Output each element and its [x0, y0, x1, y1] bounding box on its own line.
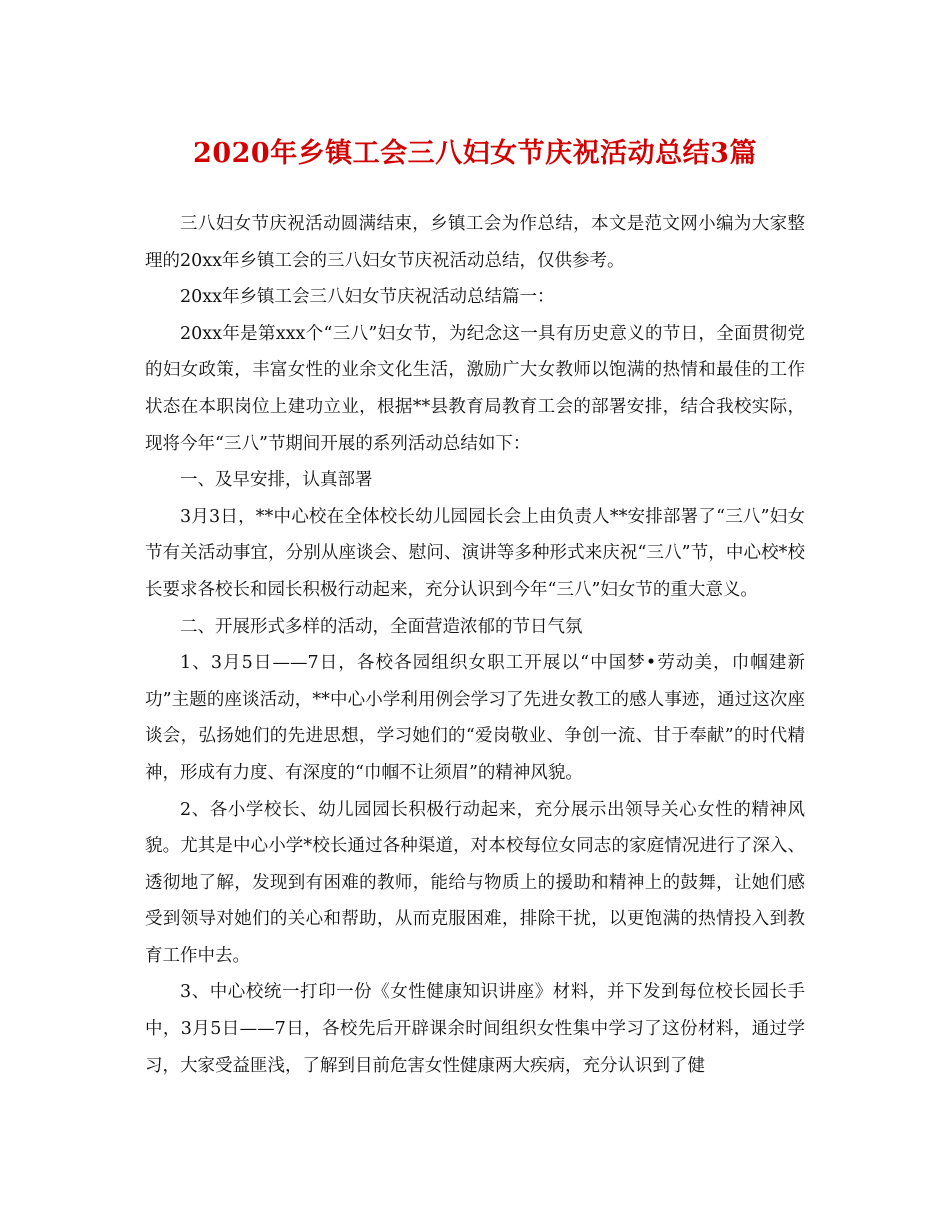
section-heading-1: 一、及早安排，认真部署: [180, 470, 373, 491]
paragraph-intro: 三八妇女节庆祝活动圆满结束，乡镇工会为作总结，本文是范文网小编为大家整理的20xx年乡镇工会的三八妇女节庆祝活动总结，仅供参考。: [145, 214, 805, 271]
paragraph-item-1: 1、3月5日——7日，各校各园组织女职工开展以“中国梦•劳动美，巾帼建新功”主题的座谈活动，**中心小学利用例会学习了先进女教工的感人事迹，通过这次座谈会，弘扬她们的先进思想，学习她们的“爱岗敬业、争创一流、甘于奉献”的时代精神，形成有力度、有深度的“巾帼不让须眉”的精神风貌。: [145, 653, 805, 783]
paragraph-item-3: 3、中心校统一打印一份《女性健康知识讲座》材料，并下发到每位校长园长手中，3月5日——7日，各校先后开辟课余时间组织女性集中学习了这份材料，通过学习，大家受益匪浅，了解到目前危害女性健康两大疾病，充分认识到了健: [145, 982, 805, 1076]
document-title: 2020年乡镇工会三八妇女节庆祝活动总结3篇: [193, 138, 757, 169]
document-body: [145, 206, 805, 1084]
paragraph-arrangement: 3月3日，**中心校在全体校长幼儿园园长会上由负责人**安排部署了“三八”妇女节有关活动事宜，分别从座谈会、慰问、演讲等多种形式来庆祝“三八”节，中心校*校长要求各校长和园长积极行动起来，充分认识到今年“三八”妇女节的重大意义。: [145, 506, 805, 600]
paragraph-item-2: 2、各小学校长、幼儿园园长积极行动起来，充分展示出领导关心女性的精神风貌。尤其是中心小学*校长通过各种渠道，对本校每位女同志的家庭情况进行了深入、透彻地了解，发现到有困难的教师，能给与物质上的援助和精神上的鼓舞，让她们感受到领导对她们的关心和帮助，从而克服困难，排除干扰，以更饱满的热情投入到教育工作中去。: [145, 799, 805, 966]
section-heading-2: 二、开展形式多样的活动，全面营造浓郁的节日气氛: [180, 616, 583, 637]
paragraph-part-one-heading: 20xx年乡镇工会三八妇女节庆祝活动总结篇一：: [180, 287, 555, 308]
paragraph-opening: 20xx年是第xxx个“三八”妇女节，为纪念这一具有历史意义的节日，全面贯彻党的妇女政策，丰富女性的业余文化生活，激励广大女教师以饱满的热情和最佳的工作状态在本职岗位上建功立业，根据**县教育局教育工会的部署安排，结合我校实际，现将今年“三八”节期间开展的系列活动总结如下：: [145, 323, 805, 454]
